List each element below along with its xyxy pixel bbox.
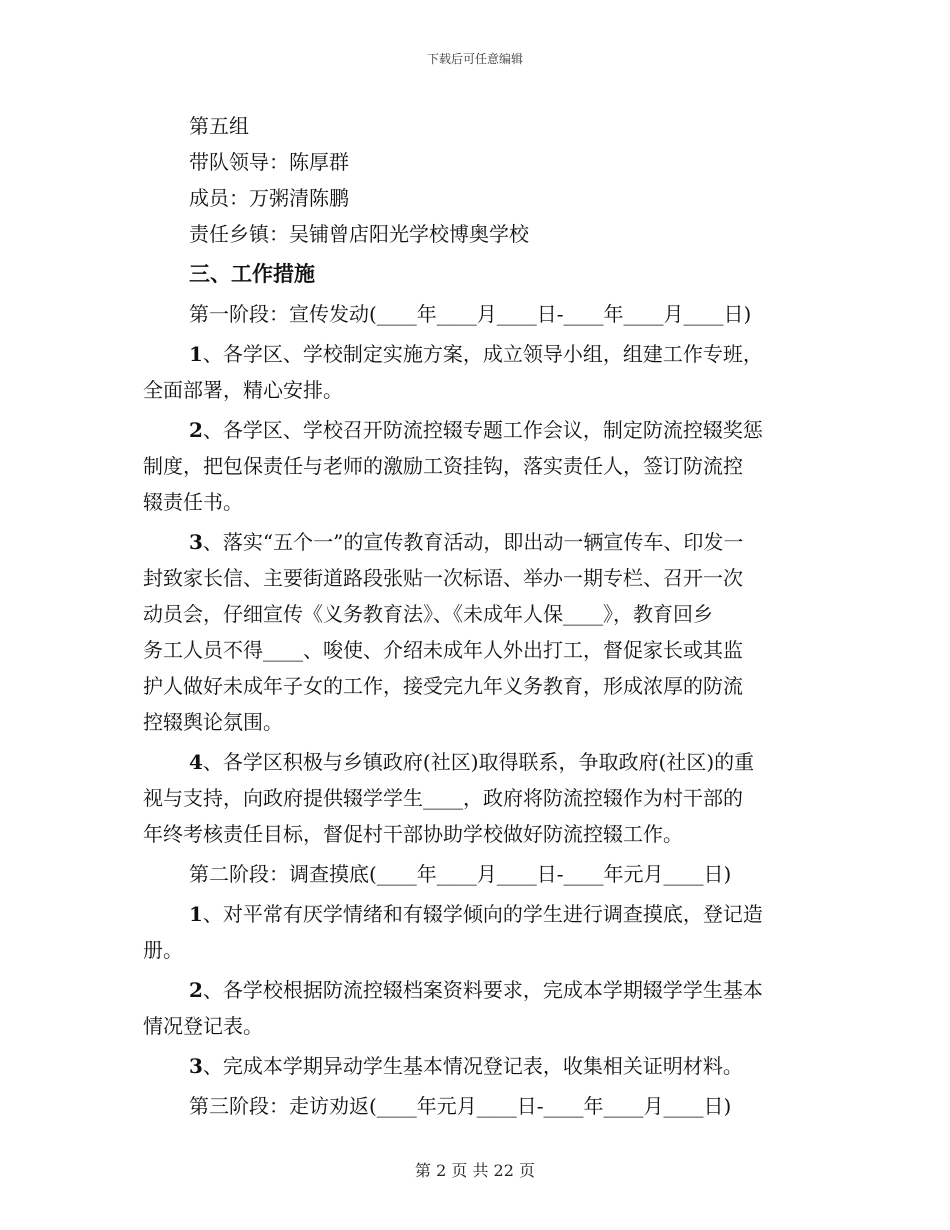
item-text: 、各学区、学校制定实施方案，成立领导小组，组建工作专班，	[202, 342, 763, 366]
document-body	[143, 108, 813, 1124]
item-number: 2	[189, 978, 203, 1002]
item-text: 全面部署，精心安排。	[143, 378, 343, 402]
page-header: 下载后可任意编辑	[426, 52, 523, 66]
group-title: 第五组	[189, 114, 249, 138]
item-text: 务工人员不得____、唆使、介绍未成年人外出打工，督促家长或其监	[143, 638, 743, 662]
item-text: 、各学区积极与乡镇政府(社区)取得联系，争取政府(社区)的重	[202, 750, 755, 774]
measure-item-1	[143, 336, 813, 408]
item-number: 2	[189, 418, 203, 442]
item-number: 1	[189, 902, 203, 926]
item-text: 视与支持，向政府提供辍学学生____，政府将防流控辍作为村干部的	[143, 786, 743, 810]
item-number: 3	[189, 1054, 203, 1078]
measure-item-3	[143, 524, 813, 740]
item-text: 、落实“五个一”的宣传教育活动，即出动一辆宣传车、印发一	[202, 530, 744, 554]
item-text: 控辍舆论氛围。	[143, 710, 283, 734]
survey-item-3	[143, 1048, 813, 1084]
survey-item-2	[143, 972, 813, 1044]
item-text: 辍责任书。	[143, 490, 243, 514]
stage-2-title: 第二阶段：调查摸底(____年____月____日-____年元月____日)	[189, 862, 732, 886]
item-text: 年终考核责任目标，督促村干部协助学校做好防流控辍工作。	[143, 822, 683, 846]
group-leader: 带队领导：陈厚群	[189, 150, 349, 174]
item-text: 、完成本学期异动学生基本情况登记表，收集相关证明材料。	[202, 1054, 743, 1078]
measure-item-2	[143, 412, 813, 520]
item-text: 制度，把包保责任与老师的激励工资挂钩，落实责任人，签订防流控	[143, 454, 743, 478]
item-text: 、各学区、学校召开防流控辍专题工作会议，制定防流控辍奖惩	[202, 418, 763, 442]
item-text: 情况登记表。	[143, 1014, 263, 1038]
survey-item-1	[143, 896, 813, 968]
stage-3-title: 第三阶段：走访劝返(____年元月____日-____年____月____日)	[189, 1094, 732, 1118]
item-number: 3	[189, 530, 203, 554]
item-number: 1	[189, 342, 203, 366]
item-text: 、对平常有厌学情绪和有辍学倾向的学生进行调查摸底，登记造	[202, 902, 763, 926]
item-text: 册。	[143, 938, 183, 962]
item-text: 、各学校根据防流控辍档案资料要求，完成本学期辍学学生基本	[202, 978, 763, 1002]
section-heading: 三、工作措施	[189, 261, 315, 286]
item-text: 护人做好未成年子女的工作，接受完九年义务教育，形成浓厚的防流	[143, 674, 743, 698]
group-towns: 责任乡镇：吴铺曾店阳光学校博奥学校	[189, 222, 529, 246]
group-members: 成员：万粥清陈鹏	[189, 186, 349, 210]
page-footer: 第 2 页 共 22 页	[415, 1161, 535, 1180]
item-text: 动员会，仔细宣传《义务教育法》、《未成年人保____》，教育回乡	[143, 602, 713, 626]
measure-item-4	[143, 744, 813, 852]
stage-1-title: 第一阶段：宣传发动(____年____月____日-____年____月____日)	[189, 302, 752, 326]
item-number: 4	[189, 750, 203, 774]
item-text: 封致家长信、主要街道路段张贴一次标语、举办一期专栏、召开一次	[143, 566, 743, 590]
